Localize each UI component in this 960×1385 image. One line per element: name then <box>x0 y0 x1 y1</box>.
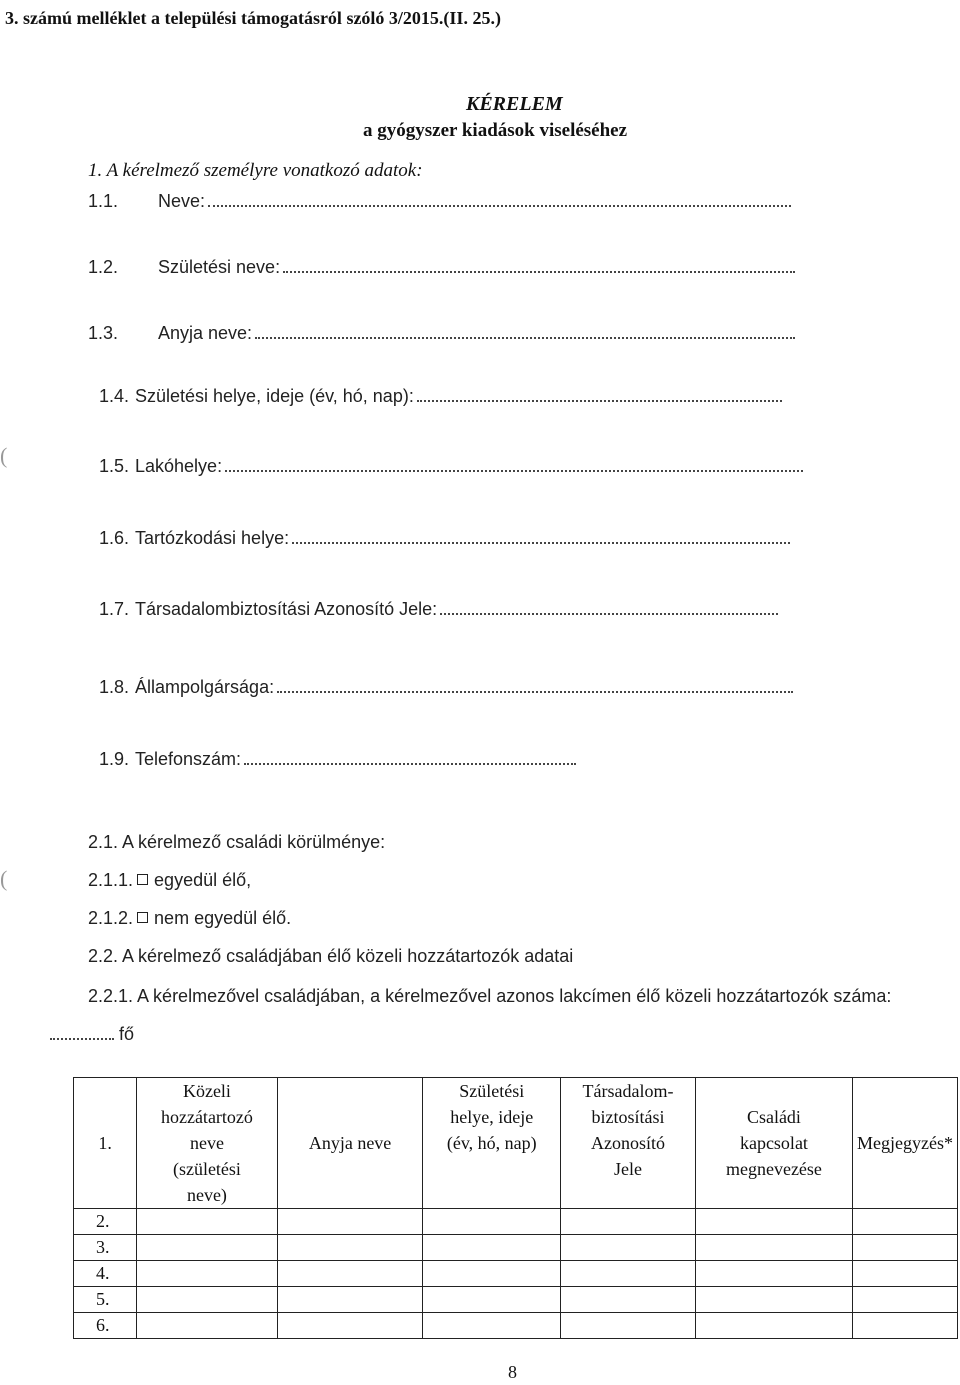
option-number: 2.1.2. <box>88 908 134 928</box>
table-cell[interactable] <box>561 1313 696 1339</box>
checkbox-icon[interactable] <box>137 912 148 923</box>
table-cell[interactable] <box>695 1261 852 1287</box>
table-cell[interactable] <box>561 1209 696 1235</box>
field-residence[interactable] <box>99 455 803 477</box>
relatives-count-line: 2.2.1. A kérelmezővel családjában, a kérelmezővel azonos lakcímen élő közeli hozzátartozók száma: <box>88 986 892 1006</box>
row-number: 3. <box>74 1235 137 1261</box>
row-number: 5. <box>74 1287 137 1313</box>
table-cell[interactable] <box>695 1209 852 1235</box>
document-title: KÉRELEM <box>466 93 563 115</box>
field-label: Tartózkodási helye: <box>135 528 290 548</box>
field-number: 1.4. <box>99 386 130 406</box>
field-taj-number[interactable] <box>99 598 778 620</box>
table-cell[interactable] <box>561 1261 696 1287</box>
section-1-heading: 1. A kérelmező személyre vonatkozó adatok: <box>88 160 423 181</box>
fill-line[interactable] <box>255 322 795 339</box>
table-cell[interactable] <box>695 1287 852 1313</box>
table-cell[interactable] <box>137 1261 278 1287</box>
field-label: Állampolgársága: <box>135 677 275 697</box>
fill-line[interactable] <box>244 748 576 765</box>
relatives-table <box>73 1077 958 1339</box>
table-row[interactable] <box>74 1287 958 1313</box>
table-cell[interactable] <box>423 1209 561 1235</box>
table-cell[interactable] <box>695 1313 852 1339</box>
table-row[interactable] <box>74 1313 958 1339</box>
row-number: 2. <box>74 1209 137 1235</box>
row-number: 4. <box>74 1261 137 1287</box>
field-label: Lakóhelye: <box>135 456 223 476</box>
field-stay-place[interactable] <box>99 527 790 549</box>
table-cell[interactable] <box>277 1287 423 1313</box>
option-not-living-alone[interactable] <box>88 908 291 929</box>
table-cell[interactable] <box>853 1235 958 1261</box>
fill-line[interactable] <box>225 455 803 472</box>
table-cell[interactable] <box>277 1209 423 1235</box>
table-header-cell: Megjegyzés* <box>853 1078 958 1209</box>
option-label: egyedül élő, <box>154 870 252 890</box>
table-header-cell: Társadalom- biztosítási Azonosító Jele <box>561 1078 696 1209</box>
table-cell[interactable] <box>423 1313 561 1339</box>
table-header-cell: Születési helye, ideje (év, hó, nap) <box>423 1078 561 1209</box>
fill-line[interactable] <box>208 190 791 207</box>
field-phone[interactable] <box>99 748 576 770</box>
option-label: nem egyedül élő. <box>154 908 292 928</box>
table-cell[interactable] <box>695 1235 852 1261</box>
fill-line[interactable] <box>440 598 778 615</box>
option-number: 2.1.1. <box>88 870 134 890</box>
field-number: 1.5. <box>99 456 130 476</box>
table-cell[interactable] <box>423 1235 561 1261</box>
fill-line[interactable] <box>417 385 782 402</box>
table-cell[interactable] <box>277 1261 423 1287</box>
table-cell[interactable] <box>137 1235 278 1261</box>
section-2-1-heading: 2.1. A kérelmező családi körülménye: <box>88 832 386 852</box>
table-cell[interactable] <box>277 1313 423 1339</box>
field-number: 1.8. <box>99 677 130 697</box>
fill-line[interactable] <box>292 527 790 544</box>
table-cell[interactable] <box>853 1287 958 1313</box>
field-label: Anyja neve: <box>158 323 253 343</box>
table-row[interactable] <box>74 1209 958 1235</box>
document-header: 3. számú melléklet a települési támogatásról szóló 3/2015.(II. 25.) <box>5 8 501 28</box>
table-cell[interactable] <box>137 1209 278 1235</box>
field-label: Társadalombiztosítási Azonosító Jele: <box>135 599 438 619</box>
table-row[interactable] <box>74 1235 958 1261</box>
table-header-cell: Családi kapcsolat megnevezése <box>695 1078 852 1209</box>
fill-line[interactable] <box>277 676 793 693</box>
table-cell[interactable] <box>137 1313 278 1339</box>
margin-mark: ( <box>0 443 8 468</box>
field-label: Születési helye, ideje (év, hó, nap): <box>135 386 414 406</box>
field-citizenship[interactable] <box>99 676 793 698</box>
section-2-2-heading: 2.2. A kérelmező családjában élő közeli hozzátartozók adatai <box>88 946 574 966</box>
table-cell[interactable] <box>277 1235 423 1261</box>
field-label: Születési neve: <box>158 257 281 277</box>
table-cell[interactable] <box>853 1261 958 1287</box>
margin-mark: ( <box>0 866 8 891</box>
field-name[interactable] <box>88 190 791 212</box>
relatives-count-field[interactable] <box>50 1023 134 1045</box>
fill-line[interactable] <box>50 1023 114 1040</box>
document-subtitle: a gyógyszer kiadások viseléséhez <box>363 120 628 141</box>
table-cell[interactable] <box>423 1261 561 1287</box>
page-number: 8 <box>508 1362 517 1382</box>
field-number: 1.2. <box>88 257 119 277</box>
field-birth-place-date[interactable] <box>99 385 782 407</box>
fill-line[interactable] <box>283 256 795 273</box>
table-cell[interactable] <box>561 1287 696 1313</box>
table-cell[interactable] <box>423 1287 561 1313</box>
count-unit: fő <box>119 1024 135 1044</box>
field-number: 1.3. <box>88 323 119 343</box>
table-header-cell: Közeli hozzátartozó neve (születési neve) <box>137 1078 278 1209</box>
option-living-alone[interactable] <box>88 870 251 891</box>
field-label: Telefonszám: <box>135 749 242 769</box>
table-cell[interactable] <box>853 1313 958 1339</box>
table-cell[interactable] <box>853 1209 958 1235</box>
field-mother-name[interactable] <box>88 322 795 344</box>
table-cell[interactable] <box>137 1287 278 1313</box>
table-header-cell: Anyja neve <box>277 1078 423 1209</box>
field-number: 1.7. <box>99 599 130 619</box>
table-header-row <box>74 1078 958 1209</box>
field-number: 1.6. <box>99 528 130 548</box>
table-row[interactable] <box>74 1261 958 1287</box>
field-label: Neve: <box>158 191 206 211</box>
field-birth-name[interactable] <box>88 256 795 278</box>
field-number: 1.9. <box>99 749 130 769</box>
table-header-cell: 1. <box>74 1078 137 1209</box>
field-number: 1.1. <box>88 191 119 211</box>
table-cell[interactable] <box>561 1235 696 1261</box>
checkbox-icon[interactable] <box>137 874 148 885</box>
row-number: 6. <box>74 1313 137 1339</box>
